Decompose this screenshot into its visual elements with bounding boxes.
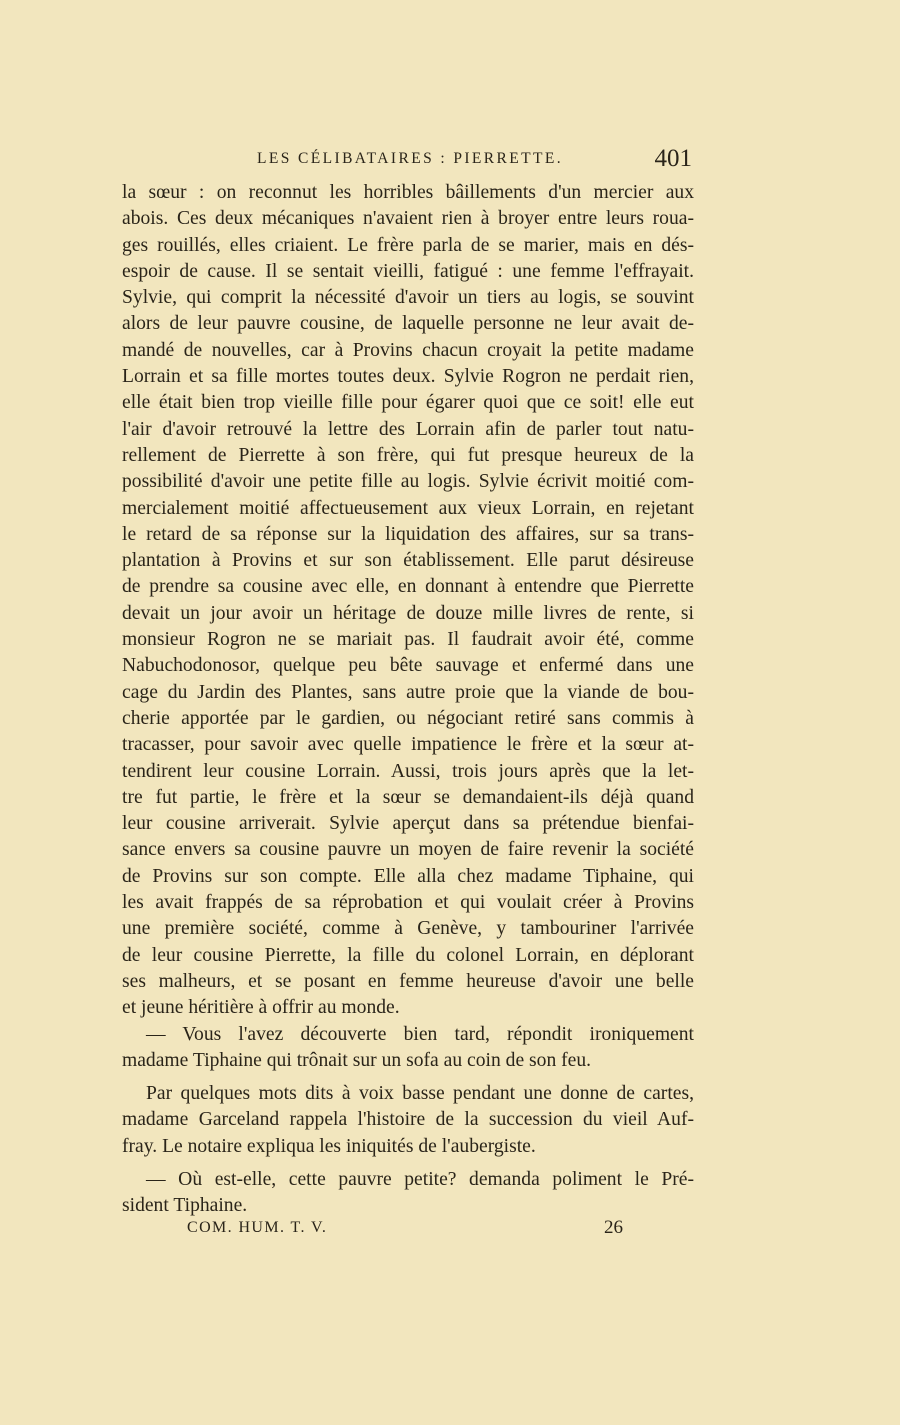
text-line: Lorrain et sa fille mortes toutes deux. Sylvie Rogron ne perdait rien, <box>122 366 694 388</box>
text-line: monsieur Rogron ne se mariait pas. Il faudrait avoir été, comme <box>122 629 694 651</box>
text-line: ses malheurs, et se posant en femme heureuse d'avoir une belle <box>122 970 694 992</box>
text-line: tracasser, pour savoir avec quelle impatience le frère et la sœur at- <box>122 734 694 756</box>
text-line: sident Tiphaine. <box>122 1195 248 1217</box>
text-line: tre fut partie, le frère et la sœur se demandaient-ils déjà quand <box>122 786 694 808</box>
text-line: la sœur : on reconnut les horribles bâillements d'un mercier aux <box>122 182 694 203</box>
text-line: les avait frappés de sa réprobation et qui voulait créer à Provins <box>122 892 694 914</box>
text-line: leur cousine arriverait. Sylvie aperçut dans sa prétendue bienfai- <box>122 813 694 835</box>
text-line: cage du Jardin des Plantes, sans autre proie que la viande de bou- <box>122 681 694 703</box>
paragraph <box>122 180 694 1022</box>
text-line: le retard de sa réponse sur la liquidation des affaires, sur sa trans- <box>122 523 694 545</box>
text-line: mercialement moitié affectueusement aux vieux Lorrain, en rejetant <box>122 497 694 519</box>
text-line: Nabuchodonosor, quelque peu bête sauvage et enfermé dans une <box>122 655 694 677</box>
text-line: une première société, comme à Genève, y tambouriner l'arrivée <box>122 918 694 940</box>
page-number: 401 <box>654 145 692 172</box>
printer-signature: COM. HUM. T. V. <box>187 1219 328 1236</box>
text-line: espoir de cause. Il se sentait vieilli, fatigué : une femme l'effrayait. <box>122 260 694 282</box>
text-line: l'air d'avoir retrouvé la lettre des Lorrain afin de parler tout natu- <box>122 418 694 440</box>
text-line: de prendre sa cousine avec elle, en donnant à entendre que Pierrette <box>122 576 694 598</box>
text-line: — Vous l'avez découverte bien tard, répondit ironiquement <box>146 1023 694 1045</box>
text-line: de Provins sur son compte. Elle alla chez madame Tiphaine, qui <box>122 865 694 887</box>
text-line: Par quelques mots dits à voix basse pendant une donne de cartes, <box>146 1083 694 1105</box>
text-line: elle était bien trop vieille fille pour égarer quoi que ce soit! elle eut <box>122 392 694 414</box>
text-line: madame Tiphaine qui trônait sur un sofa au coin de son feu. <box>122 1049 592 1071</box>
text-line: madame Garceland rappela l'histoire de la succession du vieil Auf- <box>122 1109 694 1131</box>
text-line: mandé de nouvelles, car à Provins chacun croyait la petite madame <box>122 339 694 361</box>
sheet-number: 26 <box>604 1217 623 1238</box>
text-line: fray. Le notaire expliqua les iniquités de l'aubergiste. <box>122 1135 536 1157</box>
page-footer <box>122 1219 694 1247</box>
running-title: LES CÉLIBATAIRES : PIERRETTE. <box>257 150 564 167</box>
text-line: ges rouillés, elles criaient. Le frère parla de se marier, mais en dés- <box>122 234 694 256</box>
text-line: alors de leur pauvre cousine, de laquelle personne ne leur avait de- <box>122 313 694 335</box>
paragraph <box>122 1167 694 1220</box>
text-line: rellement de Pierrette à son frère, qui fut presque heureux de la <box>122 444 694 466</box>
running-head <box>122 146 694 178</box>
text-line: cherie apportée par le gardien, ou négociant retiré sans commis à <box>122 707 694 729</box>
text-line: — Où est-elle, cette pauvre petite? demanda poliment le Pré- <box>146 1168 694 1190</box>
text-line: possibilité d'avoir une petite fille au logis. Sylvie écrivit moitié com- <box>122 471 694 493</box>
text-line: de leur cousine Pierrette, la fille du colonel Lorrain, en déplorant <box>122 944 694 966</box>
paragraph <box>122 1081 694 1160</box>
body-text <box>122 180 694 1220</box>
text-line: et jeune héritière à offrir au monde. <box>122 997 400 1019</box>
text-line: sance envers sa cousine pauvre un moyen de faire revenir la société <box>122 839 694 861</box>
paragraph <box>122 1022 694 1075</box>
text-line: Sylvie, qui comprit la nécessité d'avoir un tiers au logis, se souvint <box>122 287 694 309</box>
paragraph-gap <box>122 1160 694 1167</box>
text-line: abois. Ces deux mécaniques n'avaient rien à broyer entre leurs roua- <box>122 208 694 230</box>
text-line: devait un jour avoir un héritage de douze mille livres de rente, si <box>122 602 694 624</box>
text-line: plantation à Provins et sur son établissement. Elle parut désireuse <box>122 550 694 572</box>
text-line: tendirent leur cousine Lorrain. Aussi, trois jours après que la let- <box>122 760 694 782</box>
paragraph-gap <box>122 1074 694 1081</box>
